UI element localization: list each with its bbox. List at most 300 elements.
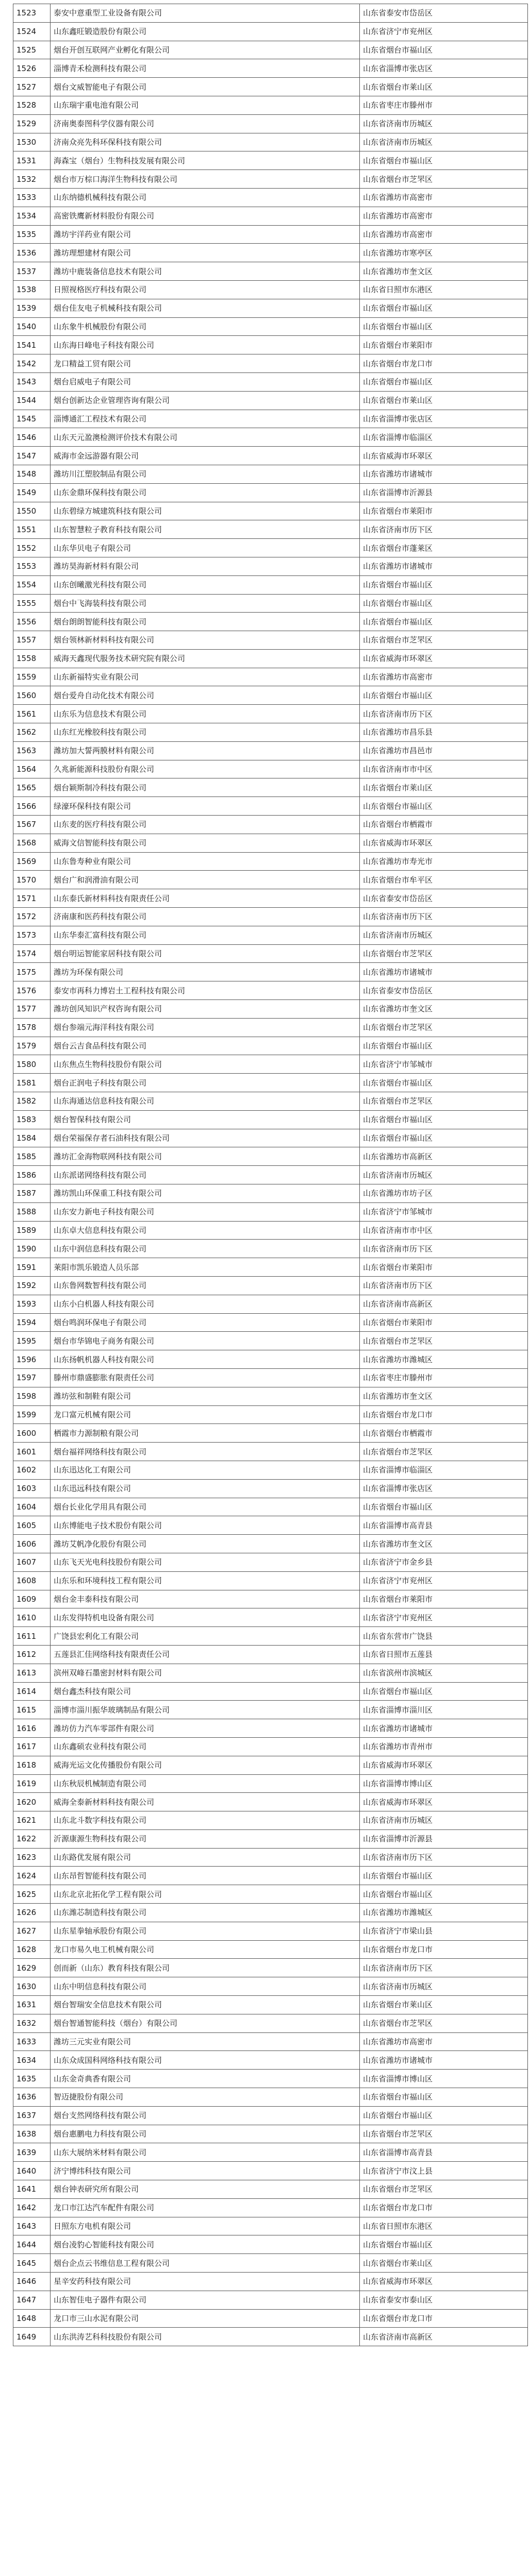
- region-cell: 山东省烟台市福山区: [360, 2088, 528, 2107]
- table-row: [13, 1092, 528, 1111]
- row-number-cell: 1615: [13, 1701, 51, 1719]
- region-cell: 山东省烟台市栖霞市: [360, 1424, 528, 1443]
- table-row: [13, 1829, 528, 1848]
- company-name-cell: 山东红光橡胶科技有限公司: [51, 723, 360, 742]
- table-row: [13, 1996, 528, 2014]
- company-name-cell: 山东众成国科网络科技有限公司: [51, 2051, 360, 2070]
- region-cell: 山东省泰安市岱岳区: [360, 889, 528, 908]
- region-cell: 山东省烟台市福山区: [360, 797, 528, 816]
- region-cell: 山东省烟台市栖霞市: [360, 816, 528, 834]
- company-name-cell: 济宁博纬科技有限公司: [51, 2162, 360, 2180]
- row-number-cell: 1530: [13, 133, 51, 151]
- region-cell: 山东省烟台市福山区: [360, 41, 528, 59]
- row-number-cell: 1547: [13, 447, 51, 465]
- row-number-cell: 1523: [13, 4, 51, 23]
- row-number-cell: 1616: [13, 1719, 51, 1738]
- company-name-cell: 滨州双峰石墨密封材料有限公司: [51, 1664, 360, 1682]
- table-row: [13, 2051, 528, 2070]
- row-number-cell: 1524: [13, 22, 51, 41]
- company-name-cell: 龙口市三山水泥有限公司: [51, 2309, 360, 2328]
- table-row: [13, 1110, 528, 1129]
- row-number-cell: 1598: [13, 1387, 51, 1405]
- region-cell: 山东省烟台市福山区: [360, 1074, 528, 1092]
- region-cell: 山东省济南市历下区: [360, 1240, 528, 1258]
- company-name-cell: 烟台爱舟自动化技术有限公司: [51, 686, 360, 705]
- region-cell: 山东省烟台市芝罘区: [360, 1092, 528, 1111]
- row-number-cell: 1542: [13, 354, 51, 373]
- company-name-cell: 烟台福祥网络科技有限公司: [51, 1443, 360, 1461]
- row-number-cell: 1569: [13, 852, 51, 871]
- region-cell: 山东省潍坊市奎文区: [360, 262, 528, 281]
- company-name-cell: 烟台中飞海装科技有限公司: [51, 594, 360, 613]
- table-row: [13, 797, 528, 816]
- row-number-cell: 1584: [13, 1129, 51, 1147]
- row-number-cell: 1623: [13, 1848, 51, 1867]
- region-cell: 山东省烟台市芝罘区: [360, 1018, 528, 1037]
- company-name-cell: 五莲县汇佳网络科技有限责任公司: [51, 1645, 360, 1664]
- company-name-cell: 潍坊理想建材有限公司: [51, 244, 360, 262]
- region-cell: 山东省烟台市福山区: [360, 575, 528, 594]
- table-row: [13, 1811, 528, 1830]
- region-cell: 山东省淄博市博山区: [360, 1774, 528, 1793]
- row-number-cell: 1574: [13, 944, 51, 963]
- table-row: [13, 2235, 528, 2254]
- row-number-cell: 1642: [13, 2198, 51, 2217]
- registry-table-body: [13, 4, 528, 2346]
- company-name-cell: 山东鲁网数智科技有限公司: [51, 1276, 360, 1295]
- table-row: [13, 2180, 528, 2199]
- row-number-cell: 1611: [13, 1627, 51, 1646]
- table-row: [13, 262, 528, 281]
- table-row: [13, 114, 528, 133]
- company-name-cell: 山东北斗数字科技有限公司: [51, 1811, 360, 1830]
- region-cell: 山东省潍坊市昌乐县: [360, 723, 528, 742]
- table-row: [13, 575, 528, 594]
- row-number-cell: 1578: [13, 1018, 51, 1037]
- region-cell: 山东省潍坊市潍城区: [360, 1350, 528, 1369]
- region-cell: 山东省潍坊市高密市: [360, 2032, 528, 2051]
- row-number-cell: 1572: [13, 908, 51, 926]
- company-name-cell: 烟台云吉食品科技有限公司: [51, 1037, 360, 1055]
- table-row: [13, 1018, 528, 1037]
- table-row: [13, 2088, 528, 2107]
- region-cell: 山东省淄博市博山区: [360, 2070, 528, 2088]
- company-name-cell: 威海光运文化传播股份有限公司: [51, 1756, 360, 1774]
- region-cell: 山东省日照市东港区: [360, 280, 528, 299]
- table-row: [13, 2143, 528, 2162]
- region-cell: 山东省济南市高新区: [360, 1295, 528, 1313]
- table-row: [13, 1940, 528, 1959]
- company-name-cell: 潍坊中鹿装备信息技术有限公司: [51, 262, 360, 281]
- row-number-cell: 1531: [13, 151, 51, 170]
- table-row: [13, 1867, 528, 1885]
- company-name-cell: 高密铁鹰新材料股份有限公司: [51, 207, 360, 225]
- region-cell: 山东省济宁市邹城市: [360, 1202, 528, 1221]
- row-number-cell: 1575: [13, 963, 51, 981]
- region-cell: 山东省潍坊市奎文区: [360, 1387, 528, 1405]
- company-name-cell: 烟台支然网络科技有限公司: [51, 2106, 360, 2125]
- table-row: [13, 78, 528, 96]
- company-name-cell: 潍坊为环保有限公司: [51, 963, 360, 981]
- company-name-cell: 山东卓大信息科技有限公司: [51, 1221, 360, 1240]
- region-cell: 山东省烟台市福山区: [360, 1110, 528, 1129]
- region-cell: 山东省济南市高新区: [360, 2328, 528, 2346]
- company-name-cell: 淄博青禾检测科技有限公司: [51, 59, 360, 78]
- row-number-cell: 1614: [13, 1682, 51, 1701]
- region-cell: 山东省潍坊市高密市: [360, 225, 528, 244]
- company-name-cell: 山东扬帆机器人科技有限公司: [51, 1350, 360, 1369]
- region-cell: 山东省济南市历城区: [360, 1166, 528, 1184]
- table-row: [13, 1166, 528, 1184]
- company-name-cell: 山东大展纳米材料有限公司: [51, 2143, 360, 2162]
- table-row: [13, 908, 528, 926]
- company-name-cell: 潍坊仿力汽车零部件有限公司: [51, 1719, 360, 1738]
- company-name-cell: 潍坊汇金海物联网科技有限公司: [51, 1147, 360, 1166]
- table-row: [13, 557, 528, 575]
- row-number-cell: 1620: [13, 1793, 51, 1811]
- company-registry-table: [13, 4, 528, 2346]
- company-name-cell: 山东海日峰电子科技有限公司: [51, 336, 360, 354]
- company-name-cell: 山东智慧粒子教育科技有限公司: [51, 520, 360, 539]
- region-cell: 山东省济南市历城区: [360, 133, 528, 151]
- table-row: [13, 2125, 528, 2143]
- region-cell: 山东省济南市历下区: [360, 1276, 528, 1295]
- company-name-cell: 潍坊三元实业有限公司: [51, 2032, 360, 2051]
- region-cell: 山东省烟台市牟平区: [360, 871, 528, 889]
- table-row: [13, 1516, 528, 1535]
- table-row: [13, 594, 528, 613]
- table-row: [13, 428, 528, 447]
- region-cell: 山东省潍坊市昌邑市: [360, 741, 528, 760]
- region-cell: 山东省潍坊市高密市: [360, 188, 528, 207]
- row-number-cell: 1571: [13, 889, 51, 908]
- row-number-cell: 1595: [13, 1332, 51, 1350]
- row-number-cell: 1630: [13, 1977, 51, 1996]
- row-number-cell: 1594: [13, 1313, 51, 1332]
- row-number-cell: 1604: [13, 1498, 51, 1516]
- table-row: [13, 1904, 528, 1922]
- region-cell: 山东省烟台市莱山区: [360, 391, 528, 410]
- company-name-cell: 星辛安药科技有限公司: [51, 2273, 360, 2291]
- region-cell: 山东省威海市环翠区: [360, 1756, 528, 1774]
- company-name-cell: 烟台文威智能电子有限公司: [51, 78, 360, 96]
- table-row: [13, 778, 528, 797]
- region-cell: 山东省淄博市高青县: [360, 2143, 528, 2162]
- table-row: [13, 1129, 528, 1147]
- row-number-cell: 1582: [13, 1092, 51, 1111]
- table-row: [13, 1959, 528, 1977]
- row-number-cell: 1537: [13, 262, 51, 281]
- region-cell: 山东省泰安市岱岳区: [360, 981, 528, 1000]
- region-cell: 山东省济南市历城区: [360, 114, 528, 133]
- row-number-cell: 1544: [13, 391, 51, 410]
- region-cell: 山东省烟台市福山区: [360, 613, 528, 631]
- row-number-cell: 1549: [13, 483, 51, 502]
- region-cell: 山东省济南市历城区: [360, 926, 528, 944]
- row-number-cell: 1609: [13, 1590, 51, 1608]
- company-name-cell: 山东金鼎环保科技有限公司: [51, 483, 360, 502]
- table-row: [13, 1295, 528, 1313]
- table-row: [13, 2273, 528, 2291]
- company-name-cell: 烟台金丰泰科技有限公司: [51, 1590, 360, 1608]
- region-cell: 山东省枣庄市滕州市: [360, 96, 528, 114]
- company-name-cell: 山东新福特实业有限公司: [51, 668, 360, 686]
- company-name-cell: 烟台朗朗智能科技有限公司: [51, 613, 360, 631]
- row-number-cell: 1546: [13, 428, 51, 447]
- company-name-cell: 山东乐和环境科技工程有限公司: [51, 1571, 360, 1590]
- region-cell: 山东省威海市环翠区: [360, 834, 528, 852]
- region-cell: 山东省烟台市莱阳市: [360, 502, 528, 520]
- company-name-cell: 山东海通达信息科技有限公司: [51, 1092, 360, 1111]
- row-number-cell: 1551: [13, 520, 51, 539]
- row-number-cell: 1561: [13, 705, 51, 723]
- company-name-cell: 龙口市江达汽车配件有限公司: [51, 2198, 360, 2217]
- company-name-cell: 烟台智通智能科技（烟台）有限公司: [51, 2014, 360, 2032]
- region-cell: 山东省济南市市中区: [360, 760, 528, 778]
- company-name-cell: 潍坊艾帆净化股份有限公司: [51, 1535, 360, 1553]
- company-name-cell: 烟台荣福保存者石油科技有限公司: [51, 1129, 360, 1147]
- region-cell: 山东省威海市环翠区: [360, 649, 528, 668]
- region-cell: 山东省淄博市沂源县: [360, 483, 528, 502]
- company-name-cell: 潍坊加大誓两膜材料有限公司: [51, 741, 360, 760]
- table-row: [13, 926, 528, 944]
- row-number-cell: 1534: [13, 207, 51, 225]
- row-number-cell: 1638: [13, 2125, 51, 2143]
- table-row: [13, 1332, 528, 1350]
- company-name-cell: 潍坊凯山环保重工科技有限公司: [51, 1184, 360, 1203]
- region-cell: 山东省威海市环翠区: [360, 447, 528, 465]
- row-number-cell: 1538: [13, 280, 51, 299]
- company-name-cell: 烟台长业化学用具有限公司: [51, 1498, 360, 1516]
- table-row: [13, 1074, 528, 1092]
- row-number-cell: 1586: [13, 1166, 51, 1184]
- table-row: [13, 1387, 528, 1405]
- table-row: [13, 4, 528, 23]
- company-name-cell: 山东乐为信息技术有限公司: [51, 705, 360, 723]
- table-row: [13, 2070, 528, 2088]
- row-number-cell: 1563: [13, 741, 51, 760]
- region-cell: 山东省潍坊市诸城市: [360, 2051, 528, 2070]
- row-number-cell: 1631: [13, 1996, 51, 2014]
- row-number-cell: 1628: [13, 1940, 51, 1959]
- region-cell: 山东省淄博市张店区: [360, 59, 528, 78]
- row-number-cell: 1580: [13, 1055, 51, 1074]
- table-row: [13, 1571, 528, 1590]
- table-row: [13, 852, 528, 871]
- row-number-cell: 1603: [13, 1479, 51, 1498]
- table-row: [13, 1885, 528, 1904]
- row-number-cell: 1591: [13, 1258, 51, 1277]
- company-name-cell: 山东迅达化工有限公司: [51, 1461, 360, 1479]
- company-name-cell: 创而新（山东）教育科技有限公司: [51, 1959, 360, 1977]
- company-name-cell: 山东派诺网络科技有限公司: [51, 1166, 360, 1184]
- company-name-cell: 山东碧绿方城建筑科技有限公司: [51, 502, 360, 520]
- region-cell: 山东省烟台市莱山区: [360, 78, 528, 96]
- row-number-cell: 1608: [13, 1571, 51, 1590]
- region-cell: 山东省淄博市淄川区: [360, 1701, 528, 1719]
- company-name-cell: 山东华泰汇富科技有限公司: [51, 926, 360, 944]
- table-row: [13, 1368, 528, 1387]
- company-name-cell: 山东迅远科技有限公司: [51, 1479, 360, 1498]
- region-cell: 山东省烟台市福山区: [360, 1498, 528, 1516]
- company-name-cell: 烟台鸣润环保电子有限公司: [51, 1313, 360, 1332]
- company-name-cell: 山东北京北拓化学工程有限公司: [51, 1885, 360, 1904]
- table-row: [13, 1682, 528, 1701]
- company-name-cell: 威海全泰新材料科技有限公司: [51, 1793, 360, 1811]
- row-number-cell: 1633: [13, 2032, 51, 2051]
- company-name-cell: 龙口市易久电工机械有限公司: [51, 1940, 360, 1959]
- region-cell: 山东省济宁市梁山县: [360, 1922, 528, 1940]
- row-number-cell: 1629: [13, 1959, 51, 1977]
- region-cell: 山东省淄博市临淄区: [360, 1461, 528, 1479]
- company-name-cell: 烟台企点云书维信息工程有限公司: [51, 2254, 360, 2273]
- row-number-cell: 1593: [13, 1295, 51, 1313]
- row-number-cell: 1570: [13, 871, 51, 889]
- region-cell: 山东省烟台市福山区: [360, 1037, 528, 1055]
- row-number-cell: 1567: [13, 816, 51, 834]
- table-row: [13, 2254, 528, 2273]
- row-number-cell: 1528: [13, 96, 51, 114]
- company-name-cell: 山东路优发展有限公司: [51, 1848, 360, 1867]
- region-cell: 山东省日照市东港区: [360, 2217, 528, 2235]
- row-number-cell: 1646: [13, 2273, 51, 2291]
- row-number-cell: 1557: [13, 631, 51, 650]
- company-name-cell: 栖霞市力源制粮有限公司: [51, 1424, 360, 1443]
- region-cell: 山东省烟台市福山区: [360, 2106, 528, 2125]
- region-cell: 山东省东营市广饶县: [360, 1627, 528, 1646]
- company-name-cell: 烟台凌豹心智能科技有限公司: [51, 2235, 360, 2254]
- region-cell: 山东省烟台市福山区: [360, 1682, 528, 1701]
- table-row: [13, 1405, 528, 1424]
- table-row: [13, 2032, 528, 2051]
- region-cell: 山东省潍坊市诸城市: [360, 1719, 528, 1738]
- company-name-cell: 山东创曦激光科技有限公司: [51, 575, 360, 594]
- company-name-cell: 烟台启威电子有限公司: [51, 372, 360, 391]
- row-number-cell: 1626: [13, 1904, 51, 1922]
- row-number-cell: 1632: [13, 2014, 51, 2032]
- company-name-cell: 济南康和医药科技有限公司: [51, 908, 360, 926]
- company-name-cell: 山东鑫旺锻造股份有限公司: [51, 22, 360, 41]
- row-number-cell: 1559: [13, 668, 51, 686]
- table-row: [13, 1000, 528, 1019]
- region-cell: 山东省潍坊市寒亭区: [360, 244, 528, 262]
- table-row: [13, 981, 528, 1000]
- company-name-cell: 山东鲁寿种业有限公司: [51, 852, 360, 871]
- table-row: [13, 668, 528, 686]
- row-number-cell: 1648: [13, 2309, 51, 2328]
- table-row: [13, 1793, 528, 1811]
- company-name-cell: 潍坊川江塑胶制品有限公司: [51, 465, 360, 483]
- table-row: [13, 151, 528, 170]
- row-number-cell: 1566: [13, 797, 51, 816]
- company-name-cell: 山东金奇典香有限公司: [51, 2070, 360, 2088]
- company-name-cell: 莱阳市凯乐锻造人员乐部: [51, 1258, 360, 1277]
- row-number-cell: 1645: [13, 2254, 51, 2273]
- region-cell: 山东省潍坊市坊子区: [360, 1184, 528, 1203]
- row-number-cell: 1529: [13, 114, 51, 133]
- row-number-cell: 1548: [13, 465, 51, 483]
- region-cell: 山东省烟台市福山区: [360, 594, 528, 613]
- region-cell: 山东省烟台市芝罘区: [360, 1332, 528, 1350]
- table-row: [13, 1737, 528, 1756]
- region-cell: 山东省济宁市邹城市: [360, 1055, 528, 1074]
- row-number-cell: 1588: [13, 1202, 51, 1221]
- table-row: [13, 723, 528, 742]
- table-row: [13, 2014, 528, 2032]
- company-name-cell: 济南众亮先科环保科技有限公司: [51, 133, 360, 151]
- company-name-cell: 泰安中意重型工业设备有限公司: [51, 4, 360, 23]
- company-name-cell: 山东天元盈澳检测评价技术有限公司: [51, 428, 360, 447]
- region-cell: 山东省烟台市福山区: [360, 317, 528, 336]
- company-name-cell: 滕州市鼎盛膨胀有限责任公司: [51, 1368, 360, 1387]
- table-row: [13, 354, 528, 373]
- company-name-cell: 济南奥泰图科学仪器有限公司: [51, 114, 360, 133]
- table-row: [13, 1479, 528, 1498]
- region-cell: 山东省淄博市临淄区: [360, 428, 528, 447]
- region-cell: 山东省滨州市滨城区: [360, 1664, 528, 1682]
- row-number-cell: 1644: [13, 2235, 51, 2254]
- region-cell: 山东省潍坊市青州市: [360, 1737, 528, 1756]
- table-row: [13, 1848, 528, 1867]
- row-number-cell: 1617: [13, 1737, 51, 1756]
- row-number-cell: 1540: [13, 317, 51, 336]
- region-cell: 山东省潍坊市高密市: [360, 207, 528, 225]
- row-number-cell: 1558: [13, 649, 51, 668]
- company-name-cell: 烟台佳友电子机械科技有限公司: [51, 299, 360, 317]
- region-cell: 山东省泰安市岱岳区: [360, 4, 528, 23]
- table-row: [13, 2328, 528, 2346]
- table-row: [13, 686, 528, 705]
- table-row: [13, 1645, 528, 1664]
- company-name-cell: 泰安市再科力博岩土工程科技有限公司: [51, 981, 360, 1000]
- table-row: [13, 2217, 528, 2235]
- company-name-cell: 烟台明运智能家居科技有限公司: [51, 944, 360, 963]
- row-number-cell: 1555: [13, 594, 51, 613]
- row-number-cell: 1533: [13, 188, 51, 207]
- region-cell: 山东省济南市历下区: [360, 1848, 528, 1867]
- region-cell: 山东省烟台市莱山区: [360, 778, 528, 797]
- region-cell: 山东省烟台市芝罘区: [360, 170, 528, 189]
- table-row: [13, 1664, 528, 1682]
- row-number-cell: 1592: [13, 1276, 51, 1295]
- row-number-cell: 1583: [13, 1110, 51, 1129]
- region-cell: 山东省潍坊市高新区: [360, 1147, 528, 1166]
- row-number-cell: 1627: [13, 1922, 51, 1940]
- company-name-cell: 龙口精益工贸有限公司: [51, 354, 360, 373]
- region-cell: 山东省济宁市金乡县: [360, 1553, 528, 1571]
- table-row: [13, 207, 528, 225]
- table-row: [13, 410, 528, 428]
- region-cell: 山东省烟台市莱阳市: [360, 336, 528, 354]
- company-name-cell: 烟台开创互联网产业孵化有限公司: [51, 41, 360, 59]
- table-row: [13, 447, 528, 465]
- table-row: [13, 133, 528, 151]
- region-cell: 山东省烟台市芝罘区: [360, 2180, 528, 2199]
- company-name-cell: 威海文信智能科技有限公司: [51, 834, 360, 852]
- company-name-cell: 潍坊昊海新材料有限公司: [51, 557, 360, 575]
- company-name-cell: 潍坊弦和制鞋有限公司: [51, 1387, 360, 1405]
- region-cell: 山东省烟台市蓬莱区: [360, 539, 528, 557]
- company-name-cell: 山东星拳轴承股份有限公司: [51, 1922, 360, 1940]
- region-cell: 山东省泰安市泰山区: [360, 2291, 528, 2309]
- row-number-cell: 1602: [13, 1461, 51, 1479]
- company-name-cell: 潍坊宇洋药业有限公司: [51, 225, 360, 244]
- region-cell: 山东省淄博市沂源县: [360, 1829, 528, 1848]
- region-cell: 山东省烟台市福山区: [360, 151, 528, 170]
- table-row: [13, 188, 528, 207]
- row-number-cell: 1612: [13, 1645, 51, 1664]
- row-number-cell: 1552: [13, 539, 51, 557]
